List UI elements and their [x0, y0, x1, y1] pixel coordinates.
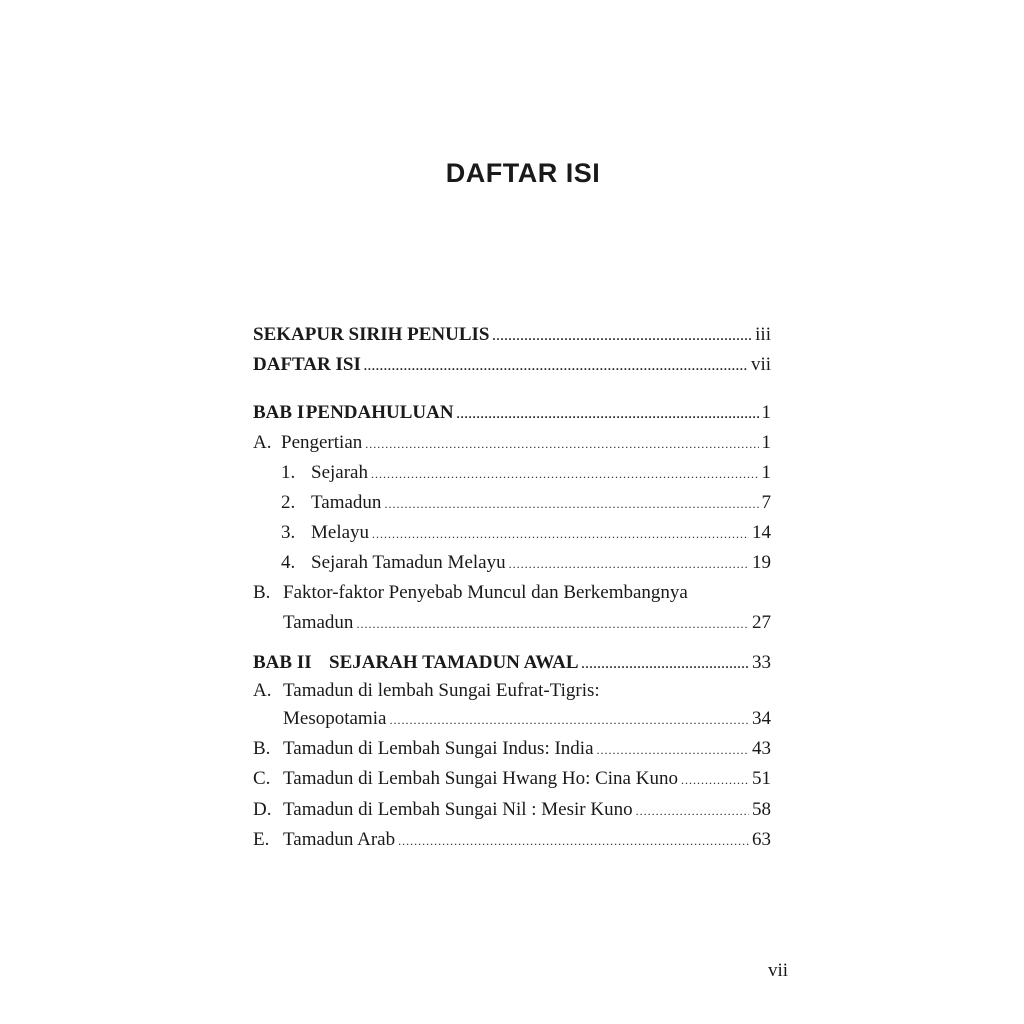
- toc-entry-page: 43: [752, 738, 771, 759]
- dot-leader: [365, 437, 758, 451]
- toc-entry-title: SEKAPUR SIRIH PENULIS: [253, 324, 490, 345]
- toc-section-2d[interactable]: [253, 793, 771, 823]
- toc-section-2e[interactable]: [253, 823, 771, 853]
- toc-section-2a-line1[interactable]: [253, 674, 600, 704]
- subitem-marker: 2.: [281, 492, 296, 513]
- toc-entry-page: 1: [761, 432, 771, 453]
- subitem-title: Sejarah: [311, 462, 368, 483]
- dot-leader: [457, 407, 759, 421]
- toc-entry-page: 33: [752, 652, 771, 673]
- toc-entry-page: 7: [761, 492, 771, 513]
- section-title-line2: Mesopotamia: [283, 708, 387, 729]
- section-marker: A.: [253, 680, 272, 701]
- dot-leader: [582, 657, 750, 671]
- section-marker: B.: [253, 738, 271, 759]
- toc-entry-page: 34: [752, 708, 771, 729]
- section-marker: C.: [253, 768, 271, 789]
- toc-entry-page: 19: [752, 552, 771, 573]
- section-marker: D.: [253, 799, 272, 820]
- chapter-title: PENDAHULUAN: [305, 402, 454, 423]
- dot-leader: [493, 329, 753, 343]
- toc-section-2a-line2[interactable]: [283, 702, 771, 732]
- chapter-label: BAB II: [253, 652, 312, 673]
- dot-leader: [356, 617, 749, 631]
- section-title-line1: Faktor-faktor Penyebab Muncul dan Berkembangnya: [283, 582, 688, 603]
- dot-leader: [597, 743, 749, 757]
- subitem-marker: 4.: [281, 552, 296, 573]
- section-marker: B.: [253, 582, 271, 603]
- toc-entry-page: 51: [752, 768, 771, 789]
- section-title: Pengertian: [281, 432, 363, 453]
- subitem-title: Tamadun: [311, 492, 382, 513]
- dot-leader: [384, 497, 758, 511]
- section-title: Tamadun Arab: [283, 829, 396, 850]
- toc-chapter-2[interactable]: [253, 646, 771, 676]
- toc-entry-page: 1: [761, 402, 771, 423]
- toc-entry-title: DAFTAR ISI: [253, 354, 361, 375]
- page-title: DAFTAR ISI: [445, 158, 601, 188]
- toc-entry-page: iii: [755, 324, 771, 345]
- toc-entry-page: 27: [752, 612, 771, 633]
- toc-section-1b-line1[interactable]: [253, 576, 688, 606]
- toc-subitem-1[interactable]: [281, 456, 771, 486]
- dot-leader: [398, 834, 749, 848]
- section-title: Tamadun di Lembah Sungai Hwang Ho: Cina Kuno: [283, 768, 678, 789]
- dot-leader: [372, 527, 749, 541]
- subitem-marker: 1.: [281, 462, 296, 483]
- chapter-label: BAB I: [253, 402, 305, 423]
- subitem-title: Sejarah Tamadun Melayu: [311, 552, 506, 573]
- subitem-title: Melayu: [311, 522, 370, 543]
- section-marker: A.: [253, 432, 272, 453]
- dot-leader: [371, 467, 759, 481]
- subitem-marker: 3.: [281, 522, 296, 543]
- dot-leader: [509, 557, 749, 571]
- section-title: Tamadun di Lembah Sungai Indus: India: [283, 738, 594, 759]
- toc-section-2c[interactable]: [253, 762, 771, 792]
- page-number: vii: [767, 960, 788, 981]
- section-marker: E.: [253, 829, 270, 850]
- toc-section-1a[interactable]: [253, 426, 771, 456]
- toc-entry-page: 58: [752, 799, 771, 820]
- dot-leader: [636, 804, 749, 818]
- toc-subitem-2[interactable]: [281, 486, 771, 516]
- toc-subitem-4[interactable]: [281, 546, 771, 576]
- dot-leader: [364, 359, 748, 373]
- section-title: Tamadun di Lembah Sungai Nil : Mesir Kuno: [283, 799, 633, 820]
- toc-entry-sekapur-sirih[interactable]: [253, 318, 771, 348]
- toc-section-2b[interactable]: [253, 732, 771, 762]
- toc-entry-page: 1: [761, 462, 771, 483]
- toc-entry-page: 63: [752, 829, 771, 850]
- toc-section-1b-line2[interactable]: [283, 606, 771, 636]
- toc-subitem-3[interactable]: [281, 516, 771, 546]
- toc-chapter-1[interactable]: [253, 396, 771, 426]
- dot-leader: [389, 713, 749, 727]
- chapter-title: SEJARAH TAMADUN AWAL: [329, 652, 579, 673]
- toc-entry-page: 14: [752, 522, 771, 543]
- dot-leader: [681, 773, 749, 787]
- section-title-line2: Tamadun: [283, 612, 354, 633]
- toc-entry-daftar-isi[interactable]: [253, 348, 771, 378]
- section-title-line1: Tamadun di lembah Sungai Eufrat-Tigris:: [283, 680, 600, 701]
- toc-entry-page: vii: [750, 354, 771, 375]
